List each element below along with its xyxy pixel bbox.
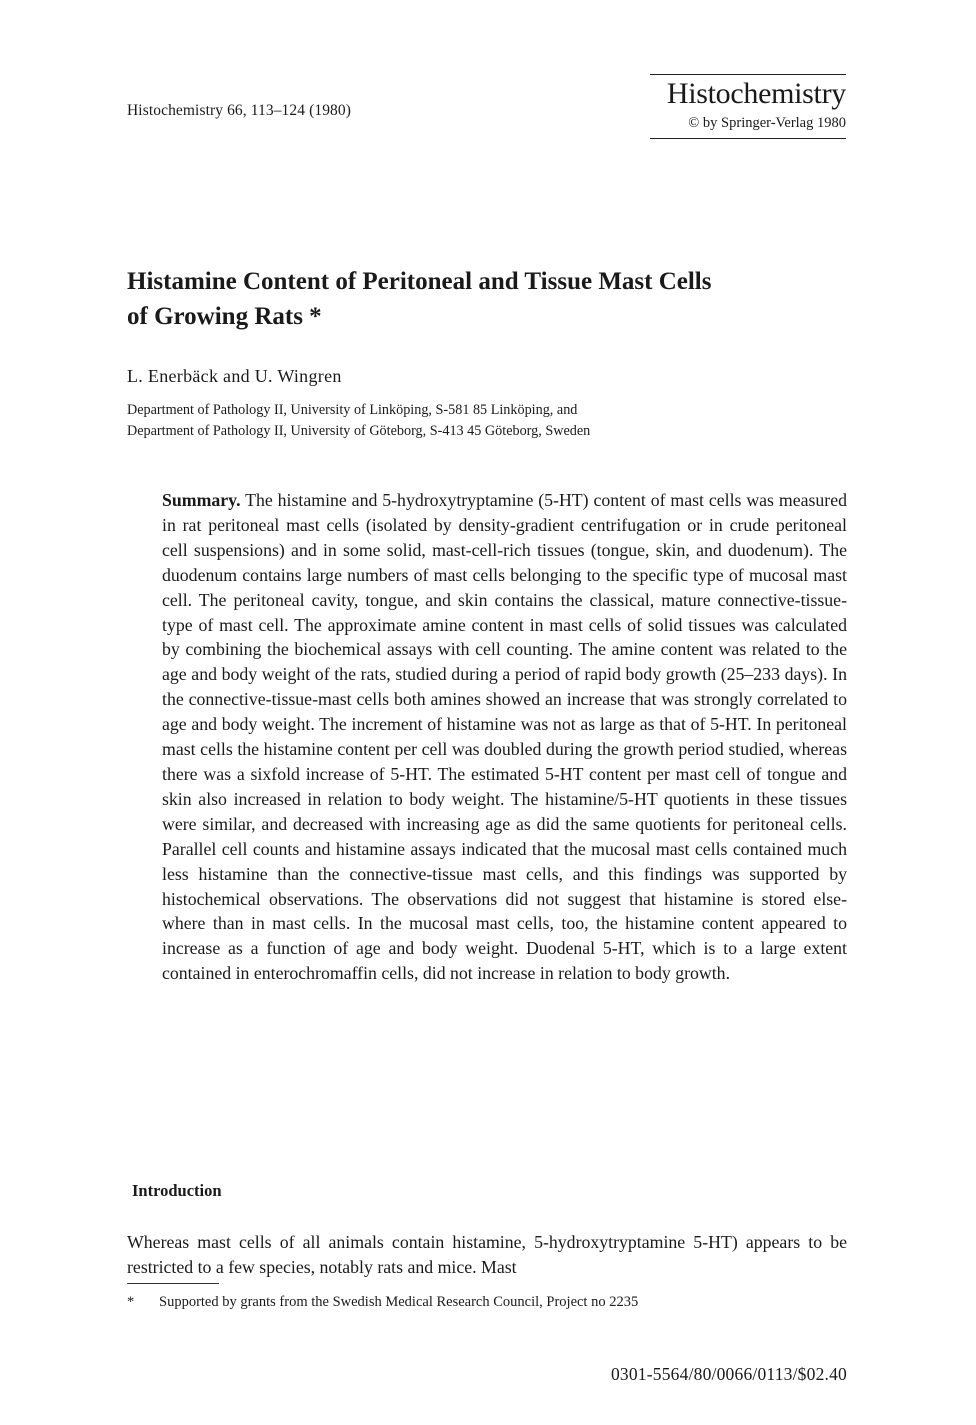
publisher-copyright: © by Springer-Verlag 1980 (688, 115, 846, 131)
introduction-heading: Introduction (132, 1181, 222, 1200)
summary-text: The histamine and 5-hydroxytryptamine (5-HT) content of mast cells was measured in rat peritoneal mast cells (isolated by density-gradient centrifugation or in crude peritoneal cell suspensions) and in some solid, mast-cell-rich tissues (tongue, skin, and duodenum). The duodenum contains large numbers of mast cells belonging to the specific type of mucosal mast cell. The peritoneal cavity, tongue, and skin contains the classical, mature connective-tissue-type of mast cell. The approximate amine content in mast cells of solid tissues was calculated by combining the biochemical assays with cell counting. The amine content was related to the age and body weight of the rats, studied during a period of rapid body growth (25–233 days). In the connective-tissue-mast cells both amines showed an increase that was strongly correlated to age and body weight. The increment of histamine was not as large as that of 5-HT. In peritoneal mast cells the histamine content per cell was doubled during the growth period studied, whereas there was a sixfold increase of 5-HT. The estimated 5-HT content per mast cell of tongue and skin also increased in relation to body weight. The histamine/5-HT quotients in these tissues were similar, and decreased with increasing age as did the same quotients for peritoneal cells. Parallel cell counts and histamine assays indicated that the mucosal mast cells contained much less histamine than the connective-tissue mast cells, and this findings was supported by histochemical observations. The observations did not suggest that histamine is stored else-where than in mast cells. In the mucosal mast cells, too, the histamine content appeared to increase as a function of age and body weight. Duodenal 5-HT, which is to a large extent contained in enterochromaffin cells, did not increase in relation to body growth. (162, 490, 847, 984)
affiliations (127, 400, 847, 442)
summary-label: Summary. (162, 490, 241, 510)
journal-citation: Histochemistry 66, 113–124 (1980) (127, 102, 352, 119)
footnote (127, 1294, 847, 1311)
issn-code: 0301-5564/80/0066/0113/$02.40 (610, 1364, 847, 1384)
journal-masthead (650, 74, 846, 139)
author-list: L. Enerbäck and U. Wingren (127, 366, 342, 386)
introduction-text: Whereas mast cells of all animals contain histamine, 5-hydroxytryptamine 5-HT) appears to be restricted to a few species, notably rats and mice. Mast (127, 1232, 847, 1277)
article-title-line-1: Histamine Content of Peritoneal and Tissue Mast Cells (127, 268, 712, 295)
affiliation-goteborg: Department of Pathology II, University of Göteborg, S-413 45 Göteborg, Sweden (127, 423, 591, 439)
footnote-divider (127, 1283, 219, 1284)
journal-name: Histochemistry (666, 77, 846, 110)
footnote-text: Supported by grants from the Swedish Medical Research Council, Project no 2235 (159, 1294, 639, 1310)
summary-paragraph (162, 488, 847, 986)
affiliation-linkoping: Department of Pathology II, University of Linköping, S-581 85 Linköping, and (127, 402, 578, 418)
footnote-marker: * (127, 1294, 135, 1310)
article-title (127, 264, 847, 334)
article-title-line-2: of Growing Rats * (127, 303, 322, 330)
